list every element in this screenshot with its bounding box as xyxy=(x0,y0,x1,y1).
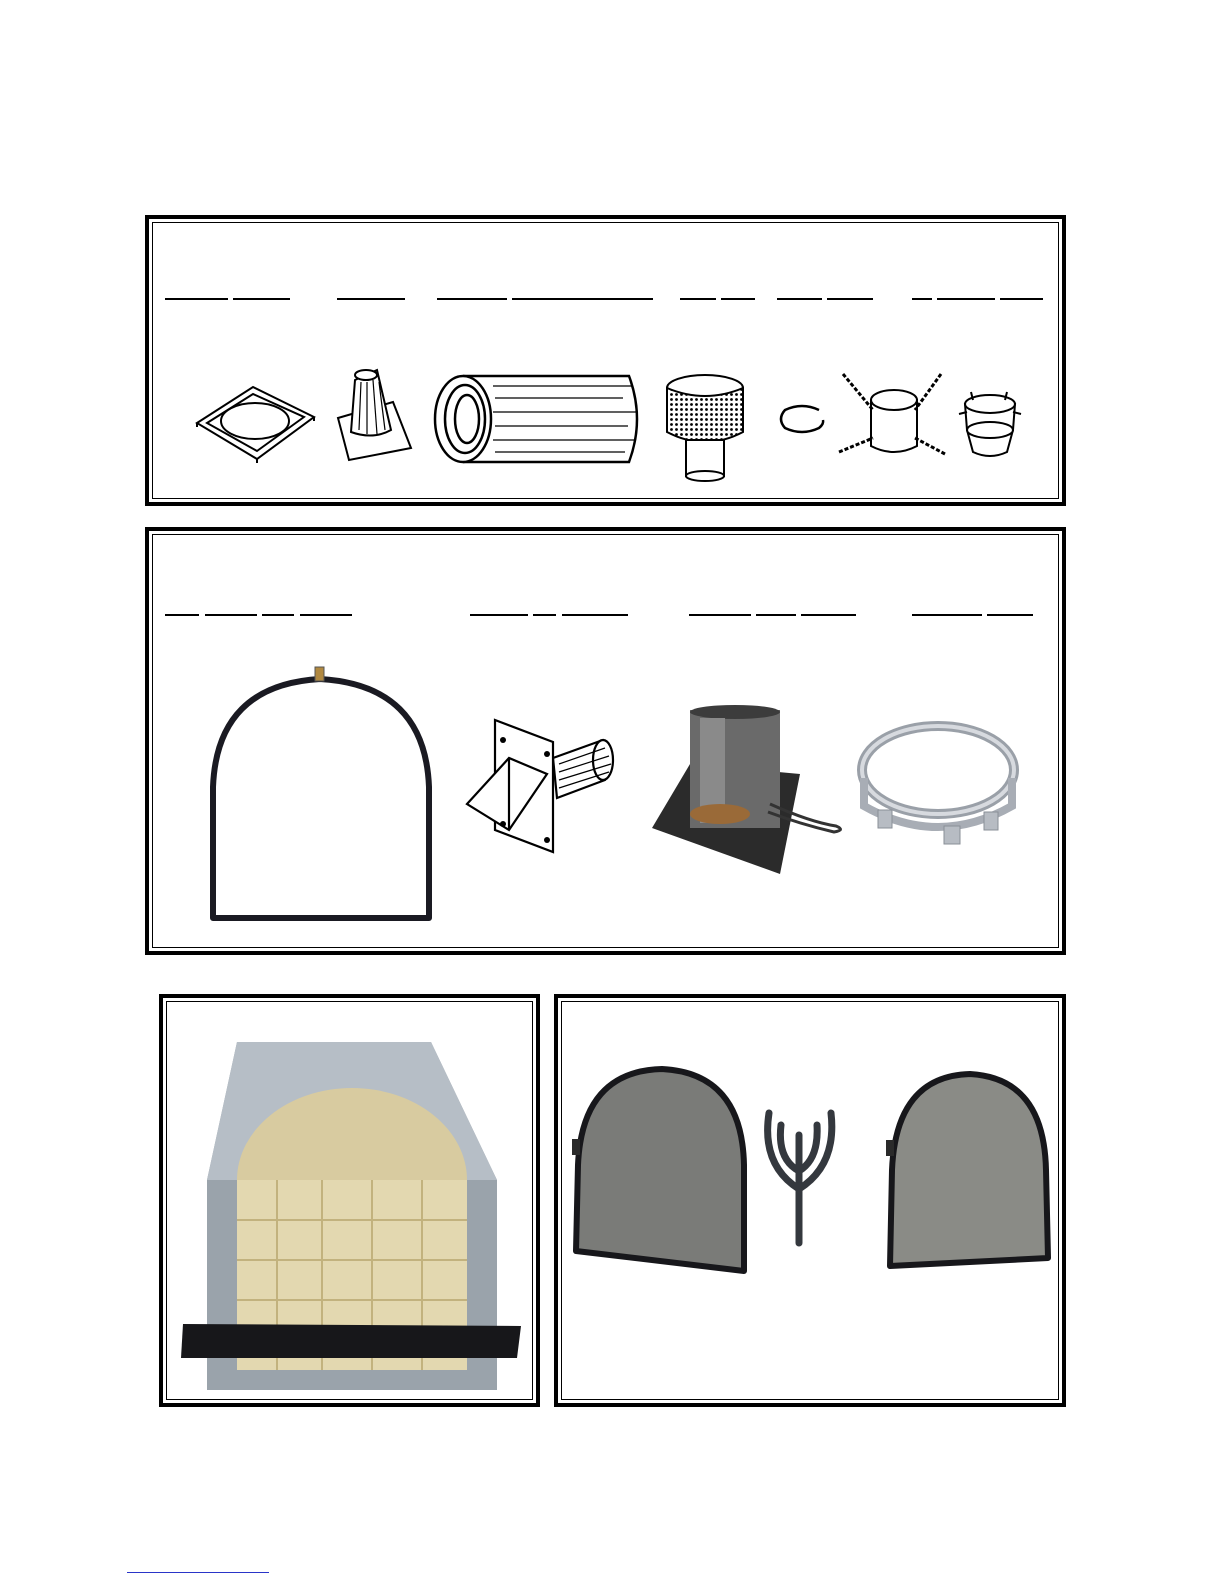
label-blank xyxy=(470,614,528,616)
label-blank xyxy=(680,298,716,300)
label-blank xyxy=(165,298,228,300)
label-blank xyxy=(827,298,873,300)
label-blank xyxy=(937,298,995,300)
spark-arrestor-chimney-cap-drawing xyxy=(664,372,746,482)
label-blank xyxy=(756,614,796,616)
label-blank xyxy=(562,614,628,616)
label-blank xyxy=(533,614,556,616)
label-blank xyxy=(689,614,751,616)
chimney-pipe-section-drawing xyxy=(433,372,648,467)
arched-mesh-screen-right-photo xyxy=(884,1070,1054,1280)
label-blank xyxy=(1000,298,1043,300)
label-blank xyxy=(912,298,932,300)
label-blank xyxy=(262,614,294,616)
wall-strap-offset-drawing xyxy=(837,372,947,467)
roof-flashing-cone-drawing xyxy=(333,360,418,460)
label-blank xyxy=(721,298,755,300)
ceiling-support-plate-drawing xyxy=(193,383,318,463)
label-blank xyxy=(300,614,352,616)
wall-vent-hood-drawing xyxy=(463,718,623,858)
footer-link-underline[interactable] xyxy=(127,1572,269,1573)
label-blank xyxy=(165,614,199,616)
label-blank xyxy=(912,614,982,616)
adapter-collar-drawing xyxy=(955,390,1025,460)
label-blank xyxy=(512,298,653,300)
label-blank xyxy=(777,298,822,300)
arched-mesh-screen-left-photo xyxy=(572,1065,750,1277)
fireplace-tool-stand-photo xyxy=(757,1105,847,1250)
label-blank xyxy=(233,298,290,300)
arched-door-gasket-frame-photo xyxy=(203,667,438,927)
label-blank xyxy=(205,614,257,616)
label-blank xyxy=(437,298,507,300)
label-blank xyxy=(987,614,1033,616)
masonry-firebox-with-hearth-photo xyxy=(177,1040,527,1394)
chimney-damper-plate-photo xyxy=(650,704,850,879)
label-blank xyxy=(801,614,856,616)
locking-band-ring-drawing xyxy=(777,402,827,436)
label-blank xyxy=(337,298,405,300)
metal-collar-ring-photo xyxy=(858,722,1018,852)
